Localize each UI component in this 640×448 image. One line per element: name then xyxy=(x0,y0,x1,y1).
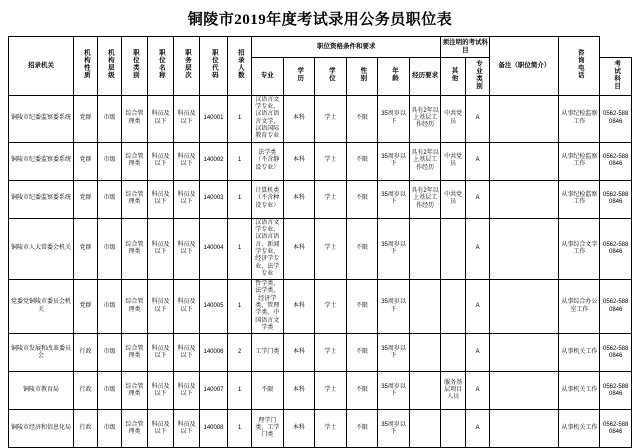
cell-education: 本科 xyxy=(283,95,315,142)
cell-major-type: A xyxy=(465,372,490,410)
col-position-name xyxy=(148,37,174,96)
cell-education: 本科 xyxy=(283,218,315,280)
cell-experience: 具有2年以上基层工作经历 xyxy=(409,95,441,142)
cell-experience xyxy=(409,280,441,334)
cell-gender: 不限 xyxy=(346,410,378,448)
cell-degree: 学士 xyxy=(315,95,347,142)
cell-degree: 学士 xyxy=(315,280,347,334)
cell-other: 服务基层项目人员 xyxy=(441,372,466,410)
cell-position-name: 科员及以下 xyxy=(148,334,174,372)
cell-count: 1 xyxy=(228,180,252,218)
cell-major: 理学门类、工学门类 xyxy=(252,410,284,448)
col-level xyxy=(98,37,122,96)
cell-nature: 党群 xyxy=(74,180,98,218)
col-category xyxy=(122,37,148,96)
cell-major: 哲学类、法学类、经济学类、管理学类、中国语言文学类 xyxy=(252,280,284,334)
cell-count: 1 xyxy=(228,95,252,142)
cell-agency: 党委党铜陵市委员会机关 xyxy=(9,280,74,334)
cell-nature: 党群 xyxy=(74,218,98,280)
cell-phone: 0562-5880846 xyxy=(600,410,632,448)
cell-exam-subject xyxy=(490,218,559,280)
cell-agency: 铜陵市发展和改革委员会 xyxy=(9,334,74,372)
cell-phone: 0562-5880846 xyxy=(600,334,632,372)
cell-level: 市级 xyxy=(98,410,122,448)
cell-experience: 具有2年以上基层工作经历 xyxy=(409,142,441,180)
cell-count: 1 xyxy=(228,410,252,448)
cell-exam-subject xyxy=(490,372,559,410)
cell-remarks: 从事机关工作 xyxy=(559,334,600,372)
cell-exam-subject xyxy=(490,410,559,448)
cell-remarks: 从事综合文字工作 xyxy=(559,218,600,280)
cell-degree: 学士 xyxy=(315,372,347,410)
table-row xyxy=(9,95,632,142)
col-code-label: 职位代码 xyxy=(210,49,218,80)
cell-agency: 铜陵市纪委监察委系统 xyxy=(9,142,74,180)
cell-position-name: 科员及以下 xyxy=(148,218,174,280)
table-row xyxy=(9,280,632,334)
cell-exam-subject xyxy=(490,280,559,334)
cell-other: 中共党员 xyxy=(441,180,466,218)
cell-age: 35周岁以下 xyxy=(378,142,410,180)
cell-age: 35周岁以下 xyxy=(378,372,410,410)
col-rank xyxy=(174,37,200,96)
cell-major-type: A xyxy=(465,95,490,142)
table-head xyxy=(9,37,632,96)
cell-experience xyxy=(409,372,441,410)
cell-rank: 科员及以下 xyxy=(174,180,200,218)
cell-gender: 不限 xyxy=(346,95,378,142)
cell-code: 140007 xyxy=(200,372,228,410)
cell-degree: 学士 xyxy=(315,218,347,280)
table-row xyxy=(9,372,632,410)
cell-exam-subject xyxy=(490,180,559,218)
col-count-label: 招录人数 xyxy=(236,49,244,80)
cell-count: 1 xyxy=(228,372,252,410)
cell-position-name: 科员及以下 xyxy=(148,372,174,410)
col-gender-label: 性别 xyxy=(359,67,367,83)
col-group-exam-subject: 须注明的考试科目 xyxy=(441,37,490,58)
cell-category: 综合管理类 xyxy=(122,372,148,410)
cell-major-type: A xyxy=(465,410,490,448)
cell-other xyxy=(441,410,466,448)
cell-remarks: 从事纪检监察工作 xyxy=(559,142,600,180)
cell-code: 140005 xyxy=(200,280,228,334)
cell-agency: 铜陵市经济和信息化局 xyxy=(9,410,74,448)
cell-code: 140001 xyxy=(200,95,228,142)
cell-category: 综合管理类 xyxy=(122,95,148,142)
cell-age: 35周岁以下 xyxy=(378,95,410,142)
col-other xyxy=(441,57,466,95)
col-degree-label: 学位 xyxy=(327,67,335,83)
cell-education: 本科 xyxy=(283,180,315,218)
cell-age: 35周岁以下 xyxy=(378,218,410,280)
cell-age: 35周岁以下 xyxy=(378,334,410,372)
col-phone xyxy=(559,37,600,96)
cell-position-name: 科员及以下 xyxy=(148,142,174,180)
cell-age: 35周岁以下 xyxy=(378,180,410,218)
cell-level: 市级 xyxy=(98,180,122,218)
cell-category: 综合管理类 xyxy=(122,334,148,372)
cell-exam-subject xyxy=(490,334,559,372)
cell-rank: 科员及以下 xyxy=(174,410,200,448)
col-phone-label: 咨询电话 xyxy=(576,49,584,80)
cell-phone: 0562-5880846 xyxy=(600,280,632,334)
cell-position-name: 科员及以下 xyxy=(148,280,174,334)
table-row xyxy=(9,410,632,448)
cell-major-type: A xyxy=(465,180,490,218)
cell-degree: 学士 xyxy=(315,142,347,180)
cell-gender: 不限 xyxy=(346,180,378,218)
cell-remarks: 从事纪检监察工作 xyxy=(559,95,600,142)
cell-rank: 科员及以下 xyxy=(174,372,200,410)
col-exam-subject-label: 考试科目 xyxy=(613,59,621,90)
cell-phone: 0562-5880846 xyxy=(600,180,632,218)
cell-other: 中共党员 xyxy=(441,142,466,180)
cell-level: 市级 xyxy=(98,280,122,334)
cell-code: 140003 xyxy=(200,180,228,218)
cell-major: 工学门类 xyxy=(252,334,284,372)
table-row xyxy=(9,142,632,180)
col-group-qualifications: 职位资格条件和要求 xyxy=(252,37,441,58)
cell-phone: 0562-5880846 xyxy=(600,372,632,410)
cell-nature: 行政 xyxy=(74,334,98,372)
cell-exam-subject xyxy=(490,142,559,180)
col-major: 专业 xyxy=(252,57,284,95)
cell-education: 本科 xyxy=(283,372,315,410)
cell-rank: 科员及以下 xyxy=(174,142,200,180)
cell-major: 汉语言文学专业、汉语言语言、新闻学专业、经济学专业、法学专业 xyxy=(252,218,284,280)
cell-other xyxy=(441,218,466,280)
cell-agency: 铜陵市纪委监察委系统 xyxy=(9,180,74,218)
cell-nature: 行政 xyxy=(74,372,98,410)
cell-level: 市级 xyxy=(98,95,122,142)
cell-code: 140002 xyxy=(200,142,228,180)
cell-major-type: A xyxy=(465,218,490,280)
col-gender xyxy=(346,57,378,95)
cell-degree: 学士 xyxy=(315,410,347,448)
cell-experience xyxy=(409,410,441,448)
cell-major: 法学类（不含静设专业） xyxy=(252,142,284,180)
cell-experience xyxy=(409,334,441,372)
col-age xyxy=(378,57,410,95)
cell-nature: 党群 xyxy=(74,95,98,142)
col-count xyxy=(228,37,252,96)
col-nature xyxy=(74,37,98,96)
cell-gender: 不限 xyxy=(346,280,378,334)
cell-position-name: 科员及以下 xyxy=(148,95,174,142)
cell-category: 综合管理类 xyxy=(122,218,148,280)
table-row xyxy=(9,180,632,218)
cell-rank: 科员及以下 xyxy=(174,334,200,372)
col-code xyxy=(200,37,228,96)
cell-count: 1 xyxy=(228,142,252,180)
cell-education: 本科 xyxy=(283,410,315,448)
cell-level: 市级 xyxy=(98,372,122,410)
cell-rank: 科员及以下 xyxy=(174,280,200,334)
cell-level: 市级 xyxy=(98,334,122,372)
cell-count: 1 xyxy=(228,280,252,334)
cell-agency: 铜陵市教育局 xyxy=(9,372,74,410)
cell-remarks: 从事综合办公室工作 xyxy=(559,280,600,334)
col-age-label: 年龄 xyxy=(390,67,398,83)
cell-agency: 铜陵市纪委监察委系统 xyxy=(9,95,74,142)
col-other-label: 其他 xyxy=(450,67,458,83)
cell-degree: 学士 xyxy=(315,180,347,218)
table-row xyxy=(9,334,632,372)
cell-major: 汉语言文学专业、汉语言语言文学、汉语国际教育专业 xyxy=(252,95,284,142)
cell-gender: 不限 xyxy=(346,334,378,372)
cell-experience: 具有2年以上基层工作经历 xyxy=(409,180,441,218)
cell-code: 140004 xyxy=(200,218,228,280)
cell-remarks: 从事机关工作 xyxy=(559,372,600,410)
cell-nature: 党群 xyxy=(74,142,98,180)
cell-major-type: A xyxy=(465,334,490,372)
cell-position-name: 科员及以下 xyxy=(148,410,174,448)
job-position-table xyxy=(8,36,632,448)
cell-education: 本科 xyxy=(283,280,315,334)
cell-nature: 党群 xyxy=(74,280,98,334)
cell-major-type: A xyxy=(465,280,490,334)
cell-age: 35周岁以下 xyxy=(378,410,410,448)
cell-remarks: 从事机关工作 xyxy=(559,410,600,448)
cell-major-type: A xyxy=(465,142,490,180)
col-degree xyxy=(315,57,347,95)
cell-phone: 0562-5880846 xyxy=(600,95,632,142)
cell-category: 综合管理类 xyxy=(122,280,148,334)
cell-other xyxy=(441,334,466,372)
col-major-type-label: 专业类别 xyxy=(475,59,483,90)
col-category-label: 职位类别 xyxy=(131,49,139,80)
cell-gender: 不限 xyxy=(346,142,378,180)
cell-other: 中共党员 xyxy=(441,95,466,142)
cell-nature: 行政 xyxy=(74,410,98,448)
cell-remarks: 从事纪检监察工作 xyxy=(559,180,600,218)
col-education-label: 学历 xyxy=(296,67,304,83)
table-body xyxy=(9,95,632,448)
col-major-type xyxy=(465,57,490,95)
col-exam-subject xyxy=(600,57,632,95)
header-row-1 xyxy=(9,37,632,58)
cell-code: 140006 xyxy=(200,334,228,372)
cell-experience xyxy=(409,218,441,280)
cell-education: 本科 xyxy=(283,142,315,180)
cell-rank: 科员及以下 xyxy=(174,95,200,142)
cell-phone: 0562-5880846 xyxy=(600,218,632,280)
cell-education: 本科 xyxy=(283,334,315,372)
cell-count: 2 xyxy=(228,334,252,372)
col-position-name-label: 职位名称 xyxy=(157,49,165,80)
col-rank-label: 职务层次 xyxy=(183,49,191,80)
cell-category: 综合管理类 xyxy=(122,142,148,180)
cell-major: 计算机类（不含种设专业） xyxy=(252,180,284,218)
col-remarks: 备注（职位简介） xyxy=(490,37,559,96)
cell-count: 1 xyxy=(228,218,252,280)
col-agency: 招录机关 xyxy=(9,37,74,96)
cell-other xyxy=(441,280,466,334)
cell-category: 综合管理类 xyxy=(122,180,148,218)
cell-age: 35周岁以下 xyxy=(378,280,410,334)
col-nature-label: 机构性质 xyxy=(82,49,90,80)
cell-degree: 学士 xyxy=(315,334,347,372)
cell-code: 140008 xyxy=(200,410,228,448)
cell-gender: 不限 xyxy=(346,372,378,410)
cell-phone: 0562-5880846 xyxy=(600,142,632,180)
page-title: 铜陵市2019年度考试录用公务员职位表 xyxy=(187,12,453,28)
cell-level: 市级 xyxy=(98,142,122,180)
col-level-label: 机构层级 xyxy=(106,49,114,80)
cell-major: 不限 xyxy=(252,372,284,410)
cell-level: 市级 xyxy=(98,218,122,280)
cell-agency: 铜陵市人大常委会机关 xyxy=(9,218,74,280)
table-row xyxy=(9,218,632,280)
col-education xyxy=(283,57,315,95)
cell-exam-subject xyxy=(490,95,559,142)
cell-position-name: 科员及以下 xyxy=(148,180,174,218)
cell-rank: 科员及以下 xyxy=(174,218,200,280)
cell-category: 综合管理类 xyxy=(122,410,148,448)
col-experience: 经历要求 xyxy=(409,57,441,95)
cell-gender: 不限 xyxy=(346,218,378,280)
